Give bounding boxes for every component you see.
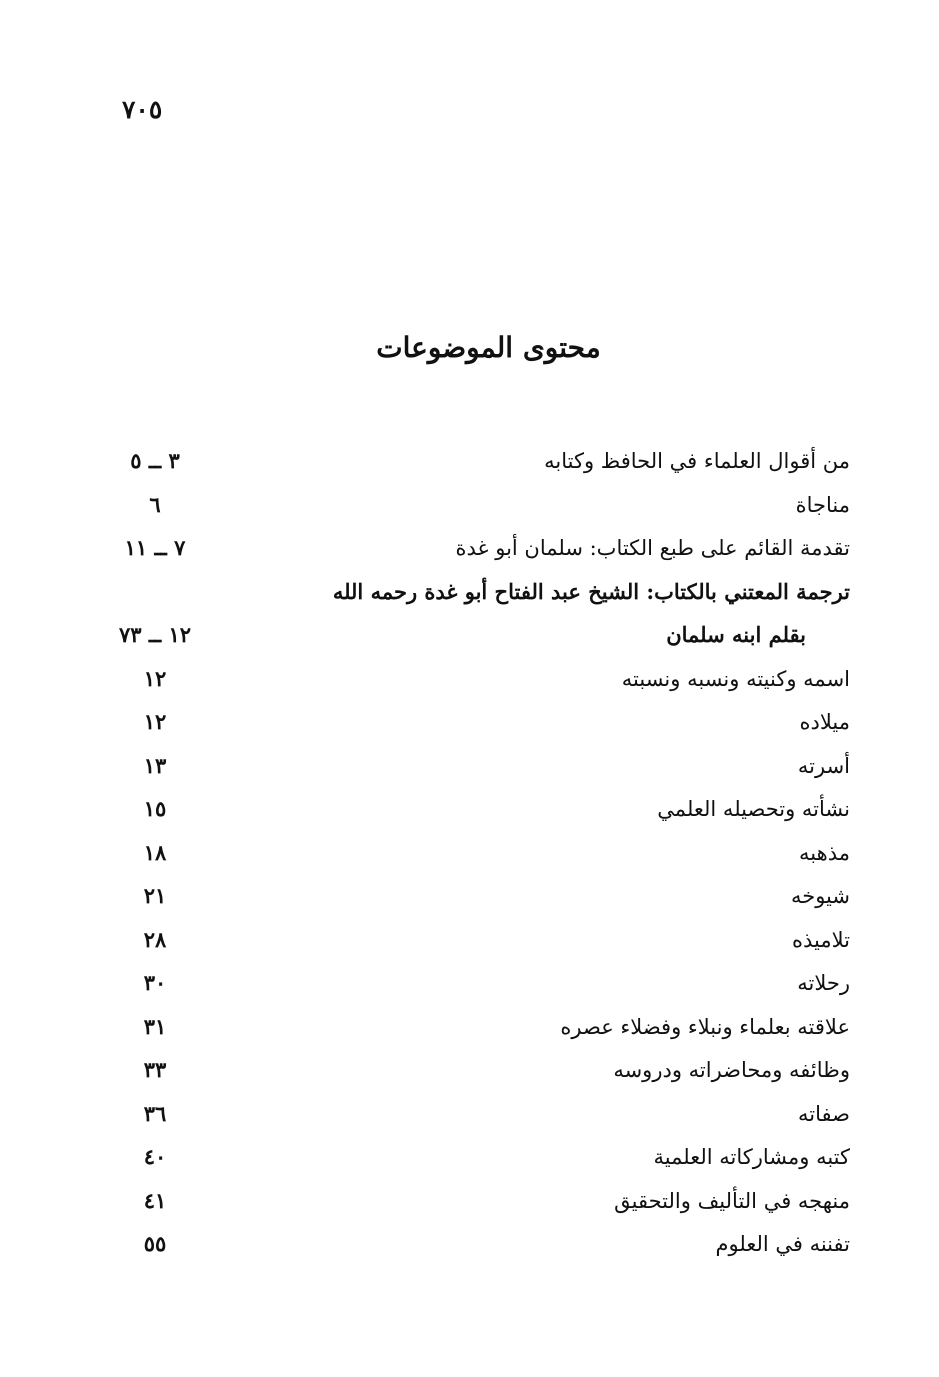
toc-entry-label: أسرته bbox=[797, 753, 850, 778]
toc-entry-pages: ٦ bbox=[149, 491, 161, 517]
toc-entry-label: مناجاة bbox=[795, 492, 850, 517]
toc-row bbox=[100, 702, 850, 746]
toc-entry-label: رحلاته bbox=[797, 971, 850, 995]
toc-row bbox=[100, 1137, 850, 1181]
toc-entry-label: تفننه في العلوم bbox=[715, 1232, 850, 1256]
toc-entry-pages: ٤٠ bbox=[143, 1144, 167, 1169]
toc-entry-label: علاقته بعلماء ونبلاء وفضلاء عصره bbox=[560, 1014, 850, 1039]
toc-entry-pages: ٧ ــ ١١ bbox=[124, 535, 186, 560]
toc-row bbox=[100, 876, 850, 920]
toc-entry-label: تقدمة القائم على طبع الكتاب: سلمان أبو غدة bbox=[455, 536, 850, 560]
toc-entry-label: صفاته bbox=[798, 1101, 850, 1126]
toc-entry-label: منهجه في التأليف والتحقيق bbox=[614, 1188, 850, 1213]
toc-row bbox=[100, 1181, 850, 1225]
toc-entry-pages: ٤١ bbox=[143, 1187, 167, 1213]
toc-entry-label: مذهبه bbox=[799, 840, 850, 865]
toc-row bbox=[100, 1050, 850, 1094]
toc-row bbox=[100, 615, 850, 659]
toc-entry-label: اسمه وكنيته ونسبه ونسبته bbox=[621, 666, 850, 691]
toc-entry-label: كتبه ومشاركاته العلمية bbox=[653, 1145, 850, 1169]
toc-row bbox=[100, 789, 850, 833]
toc-entry-pages: ١٥ bbox=[143, 796, 167, 821]
toc-entry-label: بقلم ابنه سلمان bbox=[666, 622, 806, 647]
toc-entry-pages: ١٢ bbox=[143, 709, 167, 734]
toc-row bbox=[100, 1007, 850, 1051]
toc-entry-pages: ١٢ ــ ٧٣ bbox=[118, 622, 192, 647]
toc-entry-pages: ٣١ bbox=[143, 1013, 167, 1039]
toc-row bbox=[100, 963, 850, 1007]
toc-entry-pages: ٢٨ bbox=[143, 926, 167, 952]
toc-entry-label: نشأته وتحصيله العلمي bbox=[657, 797, 850, 821]
toc-row bbox=[100, 746, 850, 790]
toc-entry-label: ترجمة المعتني بالكتاب: الشيخ عبد الفتاح أبو غدة رحمه الله bbox=[332, 578, 850, 604]
toc-entry-label: وظائفه ومحاضراته ودروسه bbox=[613, 1058, 850, 1082]
toc-entry-label: تلاميذه bbox=[792, 927, 850, 952]
toc-entry-pages: ٣ ــ ٥ bbox=[130, 448, 180, 473]
toc-row bbox=[100, 1224, 850, 1268]
toc-entry-pages: ٣٣ bbox=[143, 1057, 167, 1082]
toc-row bbox=[100, 528, 850, 572]
toc-row bbox=[100, 1094, 850, 1138]
table-of-contents bbox=[100, 441, 850, 1268]
toc-entry-label: ميلاده bbox=[799, 710, 850, 734]
toc-entry-label: شيوخه bbox=[790, 884, 850, 908]
toc-row bbox=[100, 485, 850, 529]
toc-row bbox=[100, 920, 850, 964]
toc-entry-pages: ٣٦ bbox=[143, 1100, 167, 1126]
toc-entry-pages: ٣٠ bbox=[143, 970, 167, 995]
toc-entry-pages: ٢١ bbox=[143, 883, 167, 908]
toc-entry-pages: ١٣ bbox=[143, 752, 167, 778]
toc-entry-pages: ١٢ bbox=[143, 665, 167, 691]
toc-row bbox=[100, 833, 850, 877]
toc-row bbox=[100, 659, 850, 703]
toc-entry-pages: ٥٥ bbox=[143, 1231, 167, 1256]
toc-row bbox=[100, 441, 850, 485]
toc-row bbox=[100, 572, 850, 616]
toc-entry-label: من أقوال العلماء في الحافظ وكتابه bbox=[544, 449, 850, 473]
toc-entry-pages: ١٨ bbox=[143, 839, 167, 865]
page-number: ٧٠٥ bbox=[122, 95, 163, 124]
page-title: محتوى الموضوعات bbox=[376, 331, 601, 364]
